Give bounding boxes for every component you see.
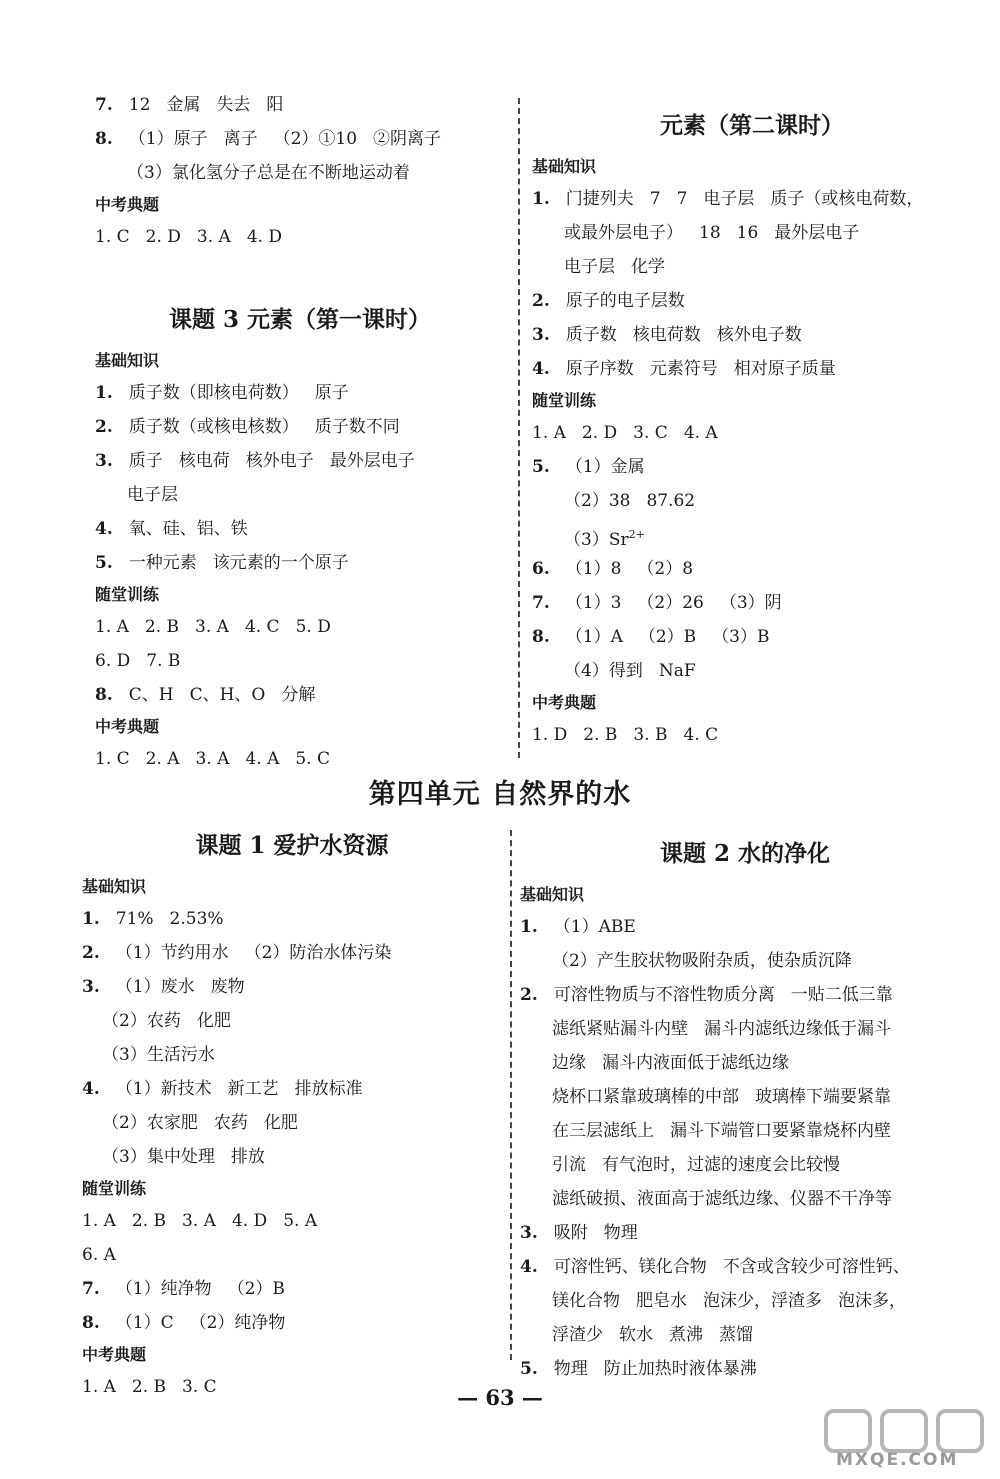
answer-text: （2）农药 [102,1011,181,1031]
answer-text: 3. A [195,617,229,637]
answer-text: （2）防治水体污染 [244,943,392,963]
answer-text: 滤纸紧贴漏斗内壁 [552,1019,688,1039]
answer-text: ②阴离子 [373,129,442,149]
answer-text: 原子序数 [565,359,634,379]
answer-text: 2. B [583,725,618,745]
answer-line [95,88,505,122]
question-number: 7. [82,1279,100,1299]
answer-text: 软水 [619,1325,653,1345]
answer-text: 16 [736,223,759,243]
answer-text: 泡沫少，浮渣多 [703,1291,822,1311]
answer-continuation [532,216,972,250]
column-divider-bottom [510,830,512,1360]
answer-text: 2. D [581,423,618,443]
answer-text: 7 [649,189,661,209]
answer-line [82,1306,502,1340]
question-number: 2. [532,291,550,311]
answer-text: 在三层滤纸上 [552,1121,654,1141]
answer-text: 可溶性物质与不溶性物质分离 [553,985,775,1005]
answer-text: （3）Sr [564,530,629,550]
answer-text: 87.62 [646,491,696,511]
answer-text: 失去 [216,95,251,115]
answer-continuation [532,518,972,552]
answer-continuation [82,1140,502,1174]
answer-line [95,220,505,254]
answer-text: 12 [128,95,151,115]
answer-continuation [532,250,972,284]
question-number: 8. [95,685,113,705]
answer-line [95,512,505,546]
answer-line [532,352,972,386]
answer-text: 物理 [553,1359,588,1379]
answer-text: 漏斗下端管口要紧靠烧杯内壁 [670,1121,891,1141]
answer-text: 引流 [552,1155,586,1175]
answer-text: 蒸馏 [719,1325,753,1345]
answer-line [520,1250,970,1284]
answer-text: （1）A [565,627,623,647]
answer-line [82,1238,502,1272]
answer-text: 1. C [95,749,130,769]
answer-line [532,552,972,586]
answer-text: （1）C [115,1313,174,1333]
answer-line [82,1272,502,1306]
answer-text: （3）B [712,627,770,647]
answer-text: （3）集中处理 [102,1147,215,1167]
subsection-heading: 随堂训练 [82,1179,147,1198]
column-top-left [95,88,505,776]
answer-text: 该元素的一个原子 [212,553,349,573]
section-title: 元素（第二课时） [660,112,844,139]
answer-text: 或最外层电子） [564,223,683,243]
answer-line [95,410,505,444]
answer-continuation [82,1038,502,1072]
question-number: 8. [532,627,550,647]
section-title: 课题 3 元素（第一课时） [168,306,432,333]
answer-text: 门捷列夫 [565,189,634,209]
answer-text: （3）阴 [719,593,782,613]
question-number: 7. [532,593,550,613]
answer-line [82,1072,502,1106]
answer-text: 原子 [314,383,349,403]
answer-text: 1. A [532,423,566,443]
answer-text: （2）B [638,627,697,647]
answer-text: 吸附 [553,1223,588,1243]
answer-text: 2. B [131,1211,167,1231]
question-number: 3. [82,977,100,997]
answer-text: 烧杯口紧靠玻璃棒的中部 [552,1087,739,1107]
answer-text: 最外层电子 [774,223,860,243]
answer-text: 电子层 [564,257,615,277]
page-number: — 63 — [457,1385,543,1410]
watermark-text: MXQE.COM [836,1450,959,1470]
answer-text: 一贴二低三靠 [790,985,893,1005]
answer-text: 物理 [603,1223,638,1243]
answer-text: 3. C [182,1377,217,1397]
answer-text: 1. A [82,1211,116,1231]
answer-text: 漏斗内液面低于滤纸边缘 [602,1053,789,1073]
question-number: 8. [82,1313,100,1333]
question-number: 4. [82,1079,100,1099]
answer-text: 质子数（即核电荷数） [128,383,299,403]
question-number: 1. [95,383,113,403]
answer-line [532,620,972,654]
answer-text: 2. B [131,1377,167,1397]
column-top-right [532,100,972,752]
answer-continuation [532,654,972,688]
answer-text: （2）26 [637,593,704,613]
answer-line [95,546,505,580]
answer-text: （1）原子 [128,129,208,149]
answer-text: 4. D [246,227,283,247]
answer-line [520,1216,970,1250]
answer-text: 核电荷数 [632,325,701,345]
answer-line [532,450,972,484]
answer-continuation [520,1080,970,1114]
question-number: 3. [95,451,113,471]
answer-text: 质子（或核电荷数， [770,189,924,209]
answer-text: 质子 [128,451,163,471]
answer-text: 71% [115,909,154,929]
answer-text: （1）ABE [553,917,636,937]
answer-text: （2）纯净物 [189,1313,286,1333]
answer-text: 5. C [295,749,330,769]
answer-line [520,910,970,944]
answer-line [532,416,972,450]
answer-text: 3. A [195,749,230,769]
answer-text: 农药 [213,1113,248,1133]
answer-text: 质子数 [565,325,617,345]
answer-line [532,718,972,752]
answer-text: 原子的电子层数 [565,291,685,311]
answer-text: 电子层 [127,485,178,505]
answer-continuation [520,1114,970,1148]
answer-text: 4. A [683,423,718,443]
answer-text: NaF [658,661,696,681]
answer-text: 氧、硅、铝、铁 [128,519,248,539]
answer-text: 3. A [196,227,231,247]
answer-text: 1. A [82,1377,116,1397]
answer-text: （1）8 [565,559,622,579]
answer-text: 1. A [95,617,129,637]
superscript: 2+ [628,528,645,541]
answer-continuation [520,1012,970,1046]
answer-line [95,122,505,156]
answer-text: 玻璃棒下端要紧靠 [755,1087,891,1107]
answer-text: （3）氯化氢分子总是在不断地运动着 [127,163,410,183]
answer-text: （4）得到 [564,661,643,681]
answer-text: 3. A [182,1211,216,1231]
answer-text: 核外电子数 [716,325,802,345]
answer-text: 浮渣少 [552,1325,603,1345]
answer-text: 滤纸破损、液面高于滤纸边缘、仪器不干净等 [552,1189,892,1209]
answer-text: 阳 [266,95,284,115]
question-number: 4. [95,519,113,539]
answer-text: 排放 [230,1147,265,1167]
question-number: 4. [520,1257,538,1277]
answer-text: 4. D [231,1211,268,1231]
answer-text: 质子数（或核电核数） [128,417,299,437]
answer-text: 镁化合物 [552,1291,620,1311]
answer-text: （2）B [227,1279,285,1299]
question-number: 2. [82,943,100,963]
subsection-heading: 随堂训练 [95,585,160,604]
question-number: 3. [532,325,550,345]
answer-continuation [82,1004,502,1038]
answer-text: （1）3 [565,593,622,613]
subsection-heading: 中考典题 [95,717,160,736]
answer-continuation [82,1106,502,1140]
answer-text: 肥皂水 [636,1291,687,1311]
section-title: 课题 2 水的净化 [659,840,831,867]
subsection-heading: 随堂训练 [532,391,597,410]
answer-text: C、H、O [189,685,266,705]
answer-text: 4. C [244,617,280,637]
answer-line [532,284,972,318]
answer-line [82,936,502,970]
answer-line [532,318,972,352]
answer-text: 2. A [145,749,180,769]
unit-title: 第四单元 自然界的水 [368,779,632,810]
answer-text: （2）产生胶状物吸附杂质，使杂质沉降 [552,951,852,971]
question-number: 2. [95,417,113,437]
column-bottom-left [82,820,502,1404]
answer-text: 离子 [223,129,258,149]
answer-continuation [95,478,505,512]
column-divider-top [518,98,520,758]
answer-text: （1）新技术 [115,1079,212,1099]
answer-text: 煮沸 [669,1325,703,1345]
answer-text: 防止加热时液体暴沸 [603,1359,757,1379]
question-number: 1. [532,189,550,209]
answer-line [82,970,502,1004]
answer-line [82,1204,502,1238]
answer-text: 核外电子 [245,451,314,471]
subsection-heading: 基础知识 [520,885,585,904]
answer-text: 一种元素 [128,553,197,573]
answer-line [520,978,970,1012]
question-number: 7. [95,95,113,115]
question-number: 4. [532,359,550,379]
answer-line [532,182,972,216]
answer-text: 电子层 [703,189,755,209]
answer-continuation [520,944,970,978]
question-number: 5. [532,457,550,477]
answer-text: （2）①10 [273,129,358,149]
answer-text: 2. D [145,227,181,247]
answer-line [532,586,972,620]
subsection-heading: 中考典题 [532,693,597,712]
answer-text: 核电荷 [178,451,230,471]
answer-text: 6. D [95,651,131,671]
spacer [95,254,505,294]
question-number: 5. [520,1359,538,1379]
answer-text: C、H [128,685,174,705]
answer-continuation [520,1284,970,1318]
question-number: 6. [532,559,550,579]
answer-line [95,376,505,410]
question-number: 5. [95,553,113,573]
answer-text: 质子数不同 [314,417,400,437]
answer-text: 7. B [146,651,181,671]
answer-text: （1）纯净物 [115,1279,212,1299]
answer-text: （1）节约用水 [115,943,229,963]
answer-text: 6. A [82,1245,116,1265]
answer-text: 3. B [633,725,668,745]
answer-text: 7 [676,189,688,209]
answer-text: 不含或含较少可溶性钙、 [722,1257,910,1277]
answer-continuation [520,1318,970,1352]
answer-text: 2. B [144,617,180,637]
answer-text: 泡沫多， [838,1291,906,1311]
answer-line [82,902,502,936]
question-number: 8. [95,129,113,149]
answer-text: 18 [699,223,721,243]
answer-text: 边缘 [552,1053,586,1073]
answer-text: 新工艺 [227,1079,279,1099]
answer-continuation [520,1182,970,1216]
subsection-heading: 基础知识 [532,157,597,176]
subsection-heading: 基础知识 [95,351,160,370]
subsection-heading: 中考典题 [82,1345,147,1364]
answer-text: （1）金属 [565,457,645,477]
answer-text: 5. D [295,617,331,637]
answer-text: （3）生活污水 [102,1045,215,1065]
answer-text: 1. C [95,227,130,247]
answer-line [95,610,505,644]
answer-text: 漏斗内滤纸边缘低于漏斗 [704,1019,891,1039]
answer-text: 1. D [532,725,568,745]
answer-text: 废物 [210,977,245,997]
column-bottom-right [520,828,970,1386]
answer-text: 相对原子质量 [733,359,836,379]
answer-line [95,644,505,678]
answer-text: 最外层电子 [329,451,415,471]
answer-text: （2）8 [637,559,694,579]
answer-text: 化学 [631,257,665,277]
answer-text: 3. C [633,423,668,443]
answer-continuation [532,484,972,518]
answer-continuation [520,1148,970,1182]
answer-text: 2.53% [169,909,224,929]
answer-text: 化肥 [263,1113,298,1133]
answer-text: （2）农家肥 [102,1113,198,1133]
section-title: 课题 1 爱护水资源 [195,832,389,859]
answer-text: 4. C [683,725,719,745]
question-number: 2. [520,985,538,1005]
answer-text: 分解 [281,685,316,705]
question-number: 1. [82,909,100,929]
answer-text: 化肥 [196,1011,231,1031]
answer-text: （1）废水 [115,977,195,997]
answer-text: （2）38 [564,491,631,511]
answer-text: 可溶性钙、镁化合物 [553,1257,707,1277]
answer-text: 金属 [166,95,201,115]
answer-line [95,444,505,478]
answer-text: 排放标准 [294,1079,363,1099]
question-number: 1. [520,917,538,937]
answer-continuation [520,1046,970,1080]
subsection-heading: 基础知识 [82,877,147,896]
answer-line [95,678,505,712]
answer-text: 有气泡时，过滤的速度会比较慢 [602,1155,840,1175]
answer-text: 元素符号 [649,359,718,379]
answer-text: 4. A [245,749,280,769]
answer-continuation [95,156,505,190]
subsection-heading: 中考典题 [95,195,160,214]
question-number: 3. [520,1223,538,1243]
answer-text: 5. A [283,1211,318,1231]
